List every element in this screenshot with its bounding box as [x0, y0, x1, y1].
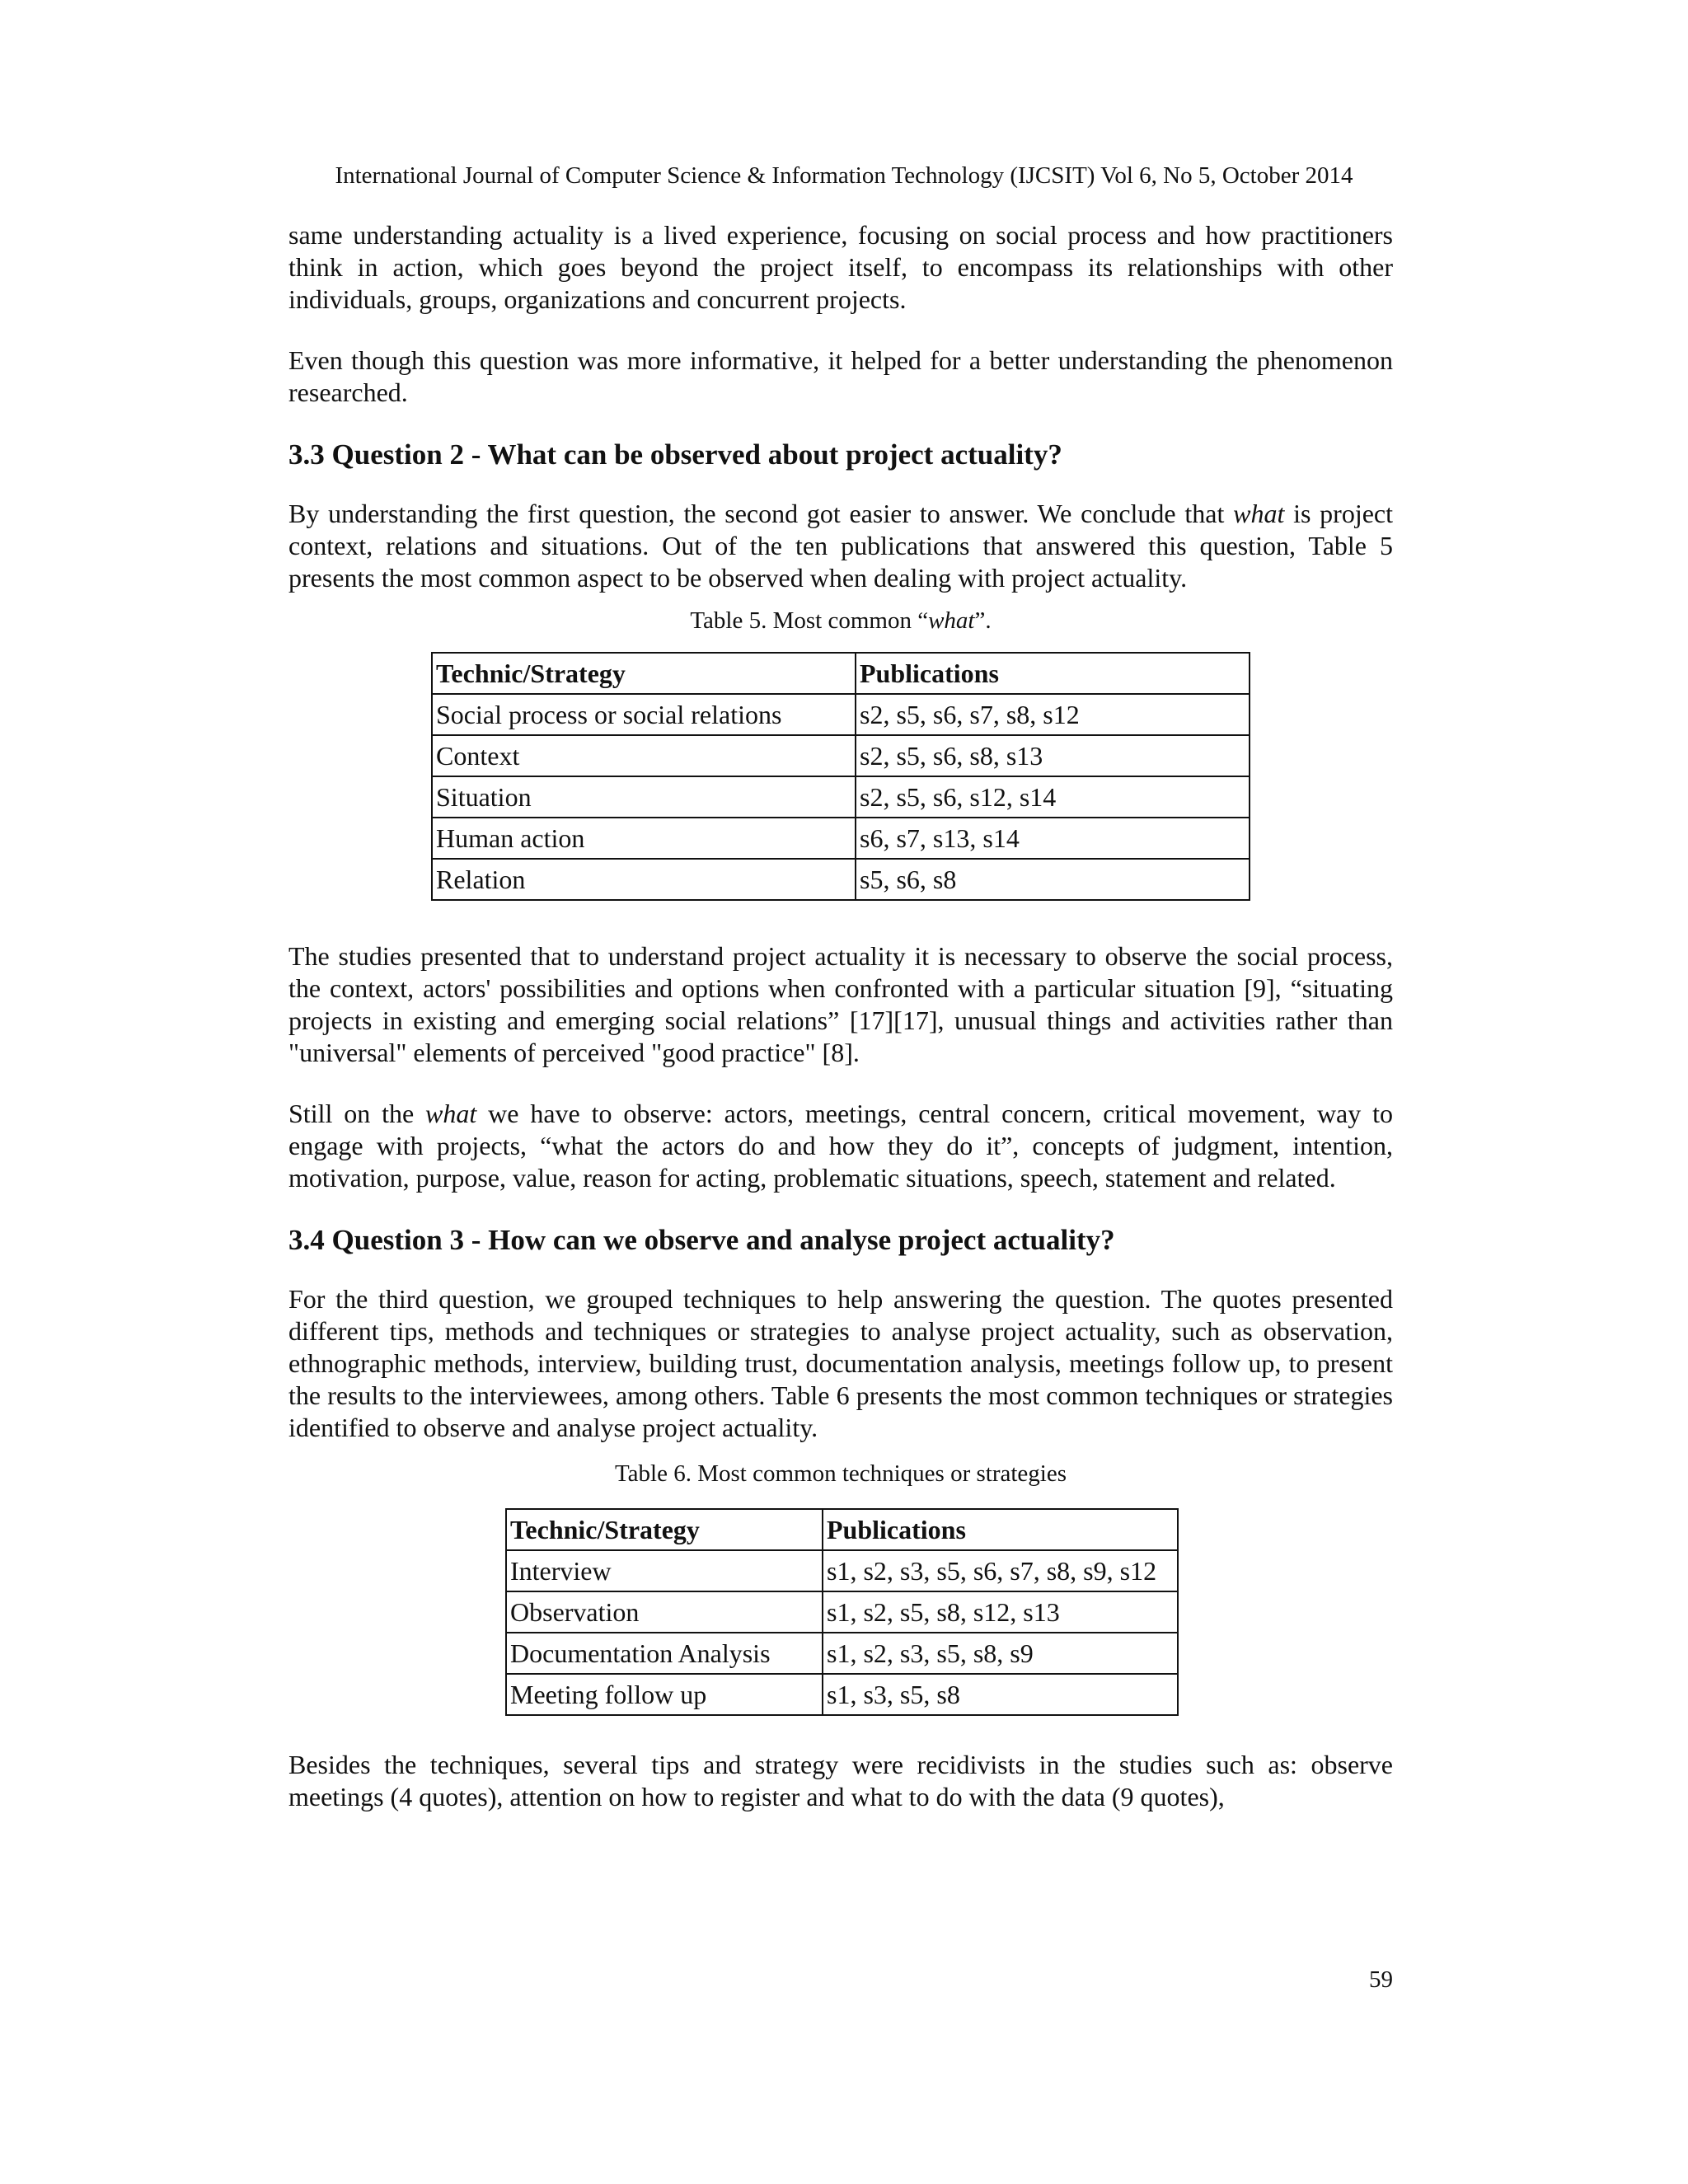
table-cell: Meeting follow up	[506, 1674, 823, 1715]
table-cell: Relation	[432, 859, 856, 900]
table-header-row	[432, 653, 1250, 694]
table-cell: Context	[432, 735, 856, 776]
table-cell: Situation	[432, 776, 856, 818]
table-header-row	[506, 1509, 1178, 1550]
table-cell: s1, s2, s3, s5, s6, s7, s8, s9, s12	[823, 1550, 1178, 1591]
table-cell: s5, s6, s8	[856, 859, 1250, 900]
table-cell: Interview	[506, 1550, 823, 1591]
paragraph-question-3: For the third question, we grouped techniques to help answering the question. The quotes presented different tips, methods and techniques or strategies to analyse project actuality, such as observation, ethnographic methods, interview, building trust, documentation analysis, meetings follow up, to present the results to the interviewees, among others. Table 6 presents the most common techniques or strategies identified to observe and analyse project actuality.	[288, 1284, 1393, 1442]
section-heading-3-3: 3.3 Question 2 - What can be observed about project actuality?	[288, 438, 1062, 471]
table-row	[432, 859, 1250, 900]
table-header-cell: Publications	[856, 653, 1250, 694]
paragraph-besides-techniques: Besides the techniques, several tips and strategy were recidivists in the studies such as: observe meetings (4 quotes), attention on how to register and what to do with the data (9 quotes),	[288, 1750, 1393, 1811]
table-row	[506, 1591, 1178, 1633]
paragraph-question-2: By understanding the first question, the second got easier to answer. We conclude that what is project context, relations and situations. Out of the ten publications that answered this question, Table 5 presents the most common aspect to be observed when dealing with project actuality.	[288, 499, 1394, 593]
table-cell: Documentation Analysis	[506, 1633, 823, 1674]
paragraph-what-to-observe: Still on the what we have to observe: actors, meetings, central concern, critical movement, way to engage with projects, “what the actors do and how they do it”, concepts of judgment, intention, motivation, purpose, value, reason for acting, problematic situations, speech, statement and related.	[288, 1099, 1394, 1193]
table-cell: s6, s7, s13, s14	[856, 818, 1250, 859]
paragraph-informative: Even though this question was more informative, it helped for a better understanding the phenomenon researched.	[288, 345, 1393, 407]
paragraph-studies-presented: The studies presented that to understand project actuality it is necessary to observe the social process, the context, actors' possibilities and options when confronted with a particular situation [9], “situating projects in existing and emerging social relations” [17][17], unusual things and activities rather than "universal" elements of perceived "good practice" [8].	[288, 941, 1393, 1067]
table-row	[506, 1633, 1178, 1674]
table-header-cell: Technic/Strategy	[432, 653, 856, 694]
table-row	[506, 1674, 1178, 1715]
table-row	[506, 1550, 1178, 1591]
page-content	[288, 219, 1393, 1813]
table-cell: s2, s5, s6, s8, s13	[856, 735, 1250, 776]
table-row	[432, 818, 1250, 859]
table-cell: Social process or social relations	[432, 694, 856, 735]
paragraph-continuation: same understanding actuality is a lived experience, focusing on social process and how practitioners think in action, which goes beyond the project itself, to encompass its relationships with other individuals, groups, organizations and concurrent projects.	[288, 220, 1393, 314]
table-cell: s2, s5, s6, s12, s14	[856, 776, 1250, 818]
table-5	[431, 652, 1250, 901]
table-row	[432, 694, 1250, 735]
table-6-caption: Table 6. Most common techniques or strategies	[614, 1460, 1067, 1487]
section-heading-3-4: 3.4 Question 3 - How can we observe and analyse project actuality?	[288, 1224, 1115, 1256]
page-number: 59	[1369, 1966, 1393, 1993]
table-5-caption: Table 5. Most common “what”.	[690, 607, 992, 634]
table-6	[505, 1508, 1179, 1716]
table-cell: s2, s5, s6, s7, s8, s12	[856, 694, 1250, 735]
table-cell: Human action	[432, 818, 856, 859]
table-cell: Observation	[506, 1591, 823, 1633]
table-cell: s1, s2, s3, s5, s8, s9	[823, 1633, 1178, 1674]
table-header-cell: Technic/Strategy	[506, 1509, 823, 1550]
table-row	[432, 776, 1250, 818]
table-cell: s1, s3, s5, s8	[823, 1674, 1178, 1715]
table-row	[432, 735, 1250, 776]
table-header-cell: Publications	[823, 1509, 1178, 1550]
running-header: International Journal of Computer Science & Information Technology (IJCSIT) Vol 6, No 5, October 2014	[335, 162, 1353, 189]
table-cell: s1, s2, s5, s8, s12, s13	[823, 1591, 1178, 1633]
